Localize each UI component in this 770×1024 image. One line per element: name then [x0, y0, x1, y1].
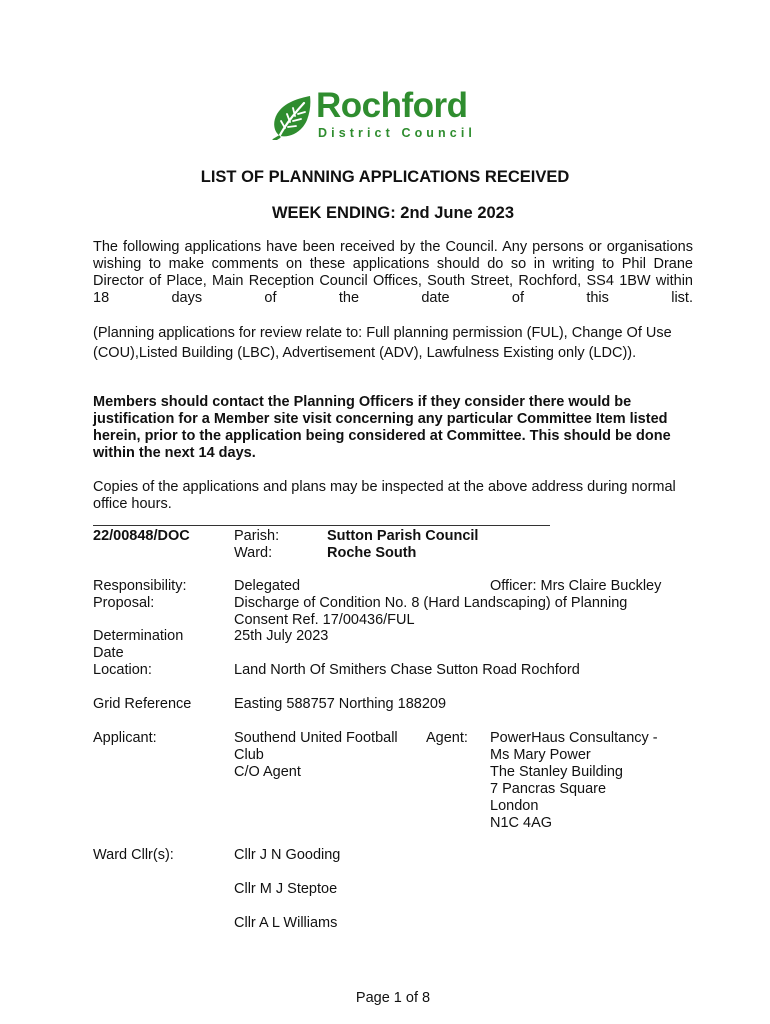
agent-label: Agent:	[426, 730, 468, 746]
applicant-line: Southend United Football	[234, 730, 398, 746]
proposal-line-1: Discharge of Condition No. 8 (Hard Landscaping) of Planning	[234, 595, 628, 611]
officer-value: Officer: Mrs Claire Buckley	[490, 578, 662, 594]
logo-name: Rochford	[316, 86, 468, 125]
location-label: Location:	[93, 662, 152, 678]
applicant-line: C/O Agent	[234, 764, 301, 780]
proposal-line-2: Consent Ref. 17/00436/FUL	[234, 612, 415, 628]
agent-line: London	[490, 798, 539, 814]
agent-line: 7 Pancras Square	[490, 781, 607, 797]
parish-value: Sutton Parish Council	[327, 528, 479, 544]
members-note: Members should contact the Planning Officers if they consider there would be justification for a Member site visit concerning any particular Committee Item listed herein, prior to the application being considered at Committee. This should be done within the next 14 days.	[93, 394, 671, 461]
responsibility-label: Responsibility:	[93, 578, 187, 594]
proposal-label: Proposal:	[93, 595, 155, 611]
determination-label-2: Date	[93, 645, 124, 661]
copies-note: Copies of the applications and plans may be inspected at the above address during normal office hours.	[93, 479, 676, 512]
intro-paragraph: The following applications have been received by the Council. Any persons or organisations wishing to make comments on these applications should do so in writing to Phil Drane Director of Place, Main Reception Council Offices, South Street, Rochford, SS4 1BW within 18 days of the date of this list.	[93, 239, 693, 306]
agent-line: The Stanley Building	[490, 764, 623, 780]
leaf-icon	[270, 94, 314, 140]
applicant-label: Applicant:	[93, 730, 157, 746]
ward-cllrs-label: Ward Cllr(s):	[93, 847, 174, 863]
application-types-note: (Planning applications for review relate to: Full planning permission (FUL), Change Of Use (COU),Listed Building (LBC), Advertisement (ADV), Lawfulness Existing only (LDC)).	[93, 325, 672, 361]
ward-cllr: Cllr M J Steptoe	[234, 881, 338, 897]
grid-reference-value: Easting 588757 Northing 188209	[234, 696, 447, 712]
location-value: Land North Of Smithers Chase Sutton Road Rochford	[234, 662, 580, 678]
week-ending: WEEK ENDING: 2nd June 2023	[271, 204, 515, 222]
applicant-line: Club	[234, 747, 264, 763]
ward-label: Ward:	[234, 545, 273, 561]
council-logo	[270, 86, 490, 142]
ward-cllr: Cllr A L Williams	[234, 915, 338, 931]
page-title: LIST OF PLANNING APPLICATIONS RECEIVED	[200, 168, 570, 186]
agent-line: PowerHaus Consultancy -	[490, 730, 658, 746]
divider	[93, 525, 550, 526]
responsibility-value: Delegated	[234, 578, 301, 594]
ward-value: Roche South	[327, 545, 417, 561]
ward-cllr: Cllr J N Gooding	[234, 847, 341, 863]
determination-label-1: Determination	[93, 628, 184, 644]
parish-label: Parish:	[234, 528, 280, 544]
grid-reference-label: Grid Reference	[93, 696, 192, 712]
page-number: Page 1 of 8	[355, 990, 431, 1006]
agent-line: Ms Mary Power	[490, 747, 591, 763]
determination-date: 25th July 2023	[234, 628, 329, 644]
agent-line: N1C 4AG	[490, 815, 553, 831]
logo-subtitle: District Council	[318, 126, 476, 140]
application-reference: 22/00848/DOC	[93, 528, 190, 544]
